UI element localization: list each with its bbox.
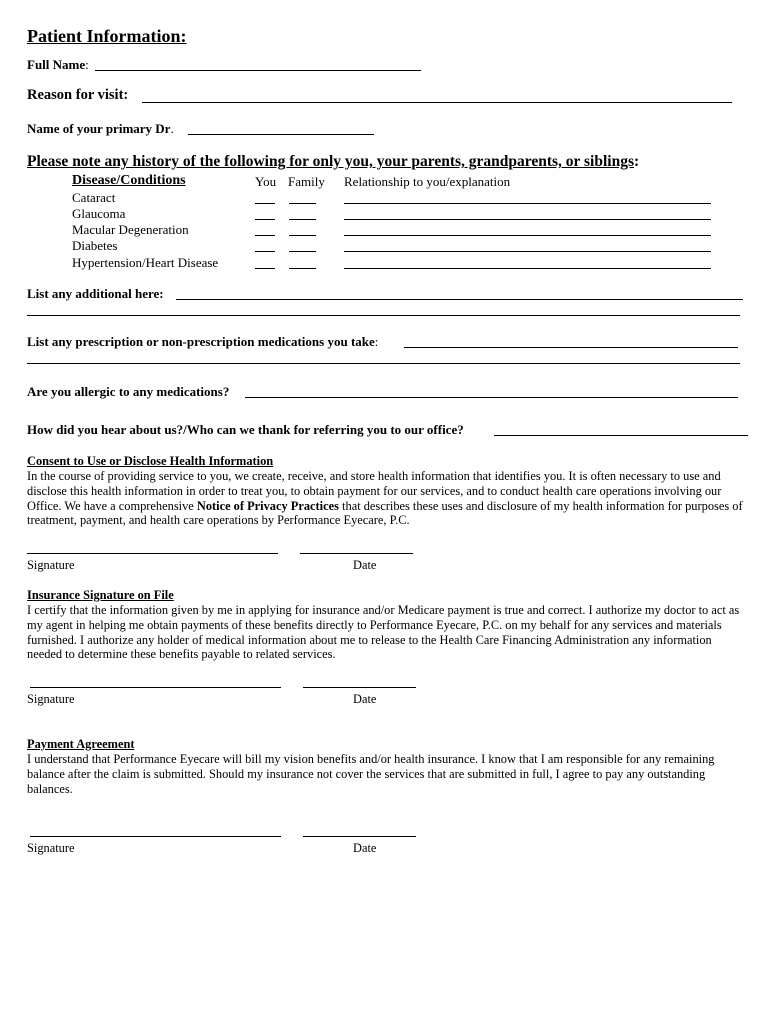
medications-line-2[interactable]	[27, 363, 740, 364]
consent-text-before: In the course of providing service to you, we create, receive, and store health information that identifies you. It is often necessary to use and disclose this health information in order to treat you, to obtain payment for our services, and to conduct health care operations involving our Office. We have a comprehensive	[27, 469, 722, 513]
col-family-header: Family	[288, 174, 325, 189]
insurance-signature-line[interactable]	[30, 687, 281, 688]
col-you-header: You	[255, 174, 277, 189]
history-heading-row	[27, 153, 639, 171]
consent-date-line[interactable]	[300, 553, 413, 554]
insurance-date-line[interactable]	[303, 687, 416, 688]
full-name-row	[27, 57, 89, 73]
additional-label: List any additional here:	[27, 286, 164, 301]
referral-label: How did you hear about us?/Who can we thank for referring you to our office?	[27, 422, 464, 437]
primary-dr-dot: .	[170, 121, 174, 136]
payment-text: I understand that Performance Eyecare will bill my vision benefits and/or health insurance. I know that I am responsible for any remaining balance after the claim is submitted. Should my insurance not cover the services that are submitted in full, I agree to pay any outstanding balances.	[27, 752, 715, 796]
cataract-family-line[interactable]	[289, 203, 316, 204]
insurance-text: I certify that the information given by me in applying for insurance and/or Medicare payment is true and correct. I authorize my doctor to act as my agent in helping me obtain payments of these benefits directly to Performance Eyecare, P.C. on my behalf for any services and materials furnished. I authorize any holder of medical information about me to release to the Health Care Financing Administration any information needed to determine these benefits payable to related services.	[27, 603, 740, 662]
diabetes-you-line[interactable]	[255, 251, 275, 252]
insurance-title: Insurance Signature on File	[27, 588, 174, 602]
consent-text	[27, 469, 747, 528]
insurance-signature-label: Signature	[27, 692, 75, 706]
glaucoma-family-line[interactable]	[289, 219, 316, 220]
history-heading: Please note any history of the following for only you, your parents, grandparents, or siblings	[27, 153, 634, 170]
primary-dr-label: Name of your primary Dr	[27, 121, 171, 136]
insurance-date-label: Date	[353, 692, 377, 706]
consent-signature-line[interactable]	[27, 553, 278, 554]
hypertension-relationship-line[interactable]	[344, 268, 711, 269]
payment-date-line[interactable]	[303, 836, 416, 837]
condition-macular-degeneration: Macular Degeneration	[72, 222, 189, 237]
additional-line-2[interactable]	[27, 315, 740, 316]
medications-label: List any prescription or non-prescription medications you take	[27, 334, 375, 349]
condition-diabetes: Diabetes	[72, 238, 118, 253]
medications-line-1[interactable]	[404, 347, 738, 348]
consent-text-after: that describes these uses and disclosure of my health information for purposes of treatment, payment, and health care operations by Performance Eyecare, P.C.	[27, 498, 743, 528]
allergic-line[interactable]	[245, 397, 738, 398]
referral-line[interactable]	[494, 435, 748, 436]
primary-dr-row	[27, 121, 174, 137]
primary-dr-line[interactable]	[188, 134, 374, 135]
reason-label: Reason for visit:	[27, 87, 129, 103]
payment-date-label: Date	[353, 841, 377, 855]
cataract-you-line[interactable]	[255, 203, 275, 204]
macular-family-line[interactable]	[289, 235, 316, 236]
payment-title: Payment Agreement	[27, 737, 135, 751]
allergic-label: Are you allergic to any medications?	[27, 384, 230, 399]
condition-cataract: Cataract	[72, 190, 116, 205]
cataract-relationship-line[interactable]	[344, 203, 711, 204]
reason-line[interactable]	[142, 102, 732, 103]
additional-line-1[interactable]	[176, 299, 743, 300]
consent-signature-label: Signature	[27, 558, 75, 572]
macular-you-line[interactable]	[255, 235, 275, 236]
condition-glaucoma: Glaucoma	[72, 206, 126, 221]
privacy-notice-ref: Notice of Privacy Practices	[196, 498, 339, 513]
consent-date-label: Date	[353, 558, 377, 572]
diabetes-family-line[interactable]	[289, 251, 316, 252]
diabetes-relationship-line[interactable]	[344, 251, 711, 252]
consent-title: Consent to Use or Disclose Health Information	[27, 454, 274, 468]
page-title: Patient Information:	[27, 26, 187, 46]
full-name-colon: :	[85, 57, 89, 72]
history-heading-colon: :	[634, 153, 640, 170]
macular-relationship-line[interactable]	[344, 235, 711, 236]
condition-hypertension: Hypertension/Heart Disease	[72, 255, 219, 270]
payment-signature-line[interactable]	[30, 836, 281, 837]
glaucoma-you-line[interactable]	[255, 219, 275, 220]
medications-row	[27, 334, 378, 350]
hypertension-family-line[interactable]	[289, 268, 316, 269]
glaucoma-relationship-line[interactable]	[344, 219, 711, 220]
col-disease-header: Disease/Conditions	[72, 173, 186, 188]
full-name-line[interactable]	[95, 70, 421, 71]
col-relationship-header: Relationship to you/explanation	[344, 174, 511, 189]
hypertension-you-line[interactable]	[255, 268, 275, 269]
medications-colon: :	[374, 334, 379, 349]
payment-signature-label: Signature	[27, 841, 75, 855]
full-name-label: Full Name	[27, 57, 86, 72]
